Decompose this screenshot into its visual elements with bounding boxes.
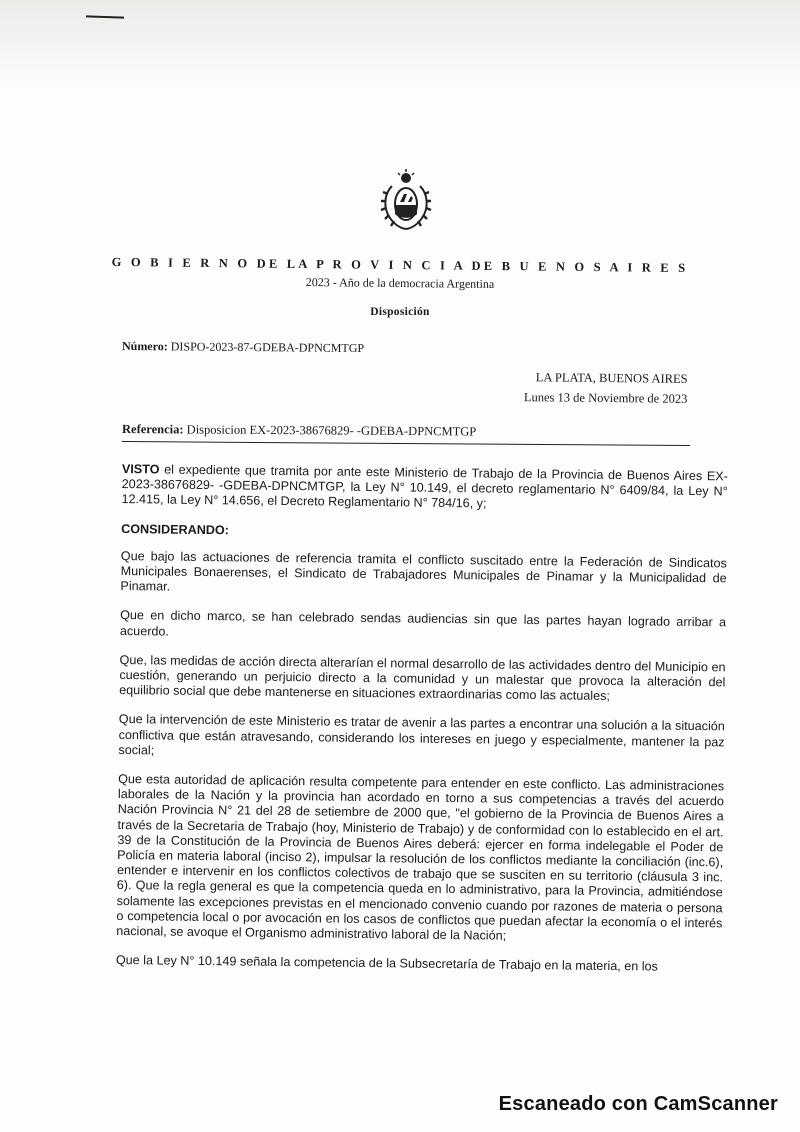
referencia-label: Referencia: — [121, 422, 184, 437]
document-number — [122, 339, 364, 356]
referencia-value: Disposicion EX-2023-38676829- -GDEBA-DPNCMTGP — [186, 422, 477, 439]
paragraph: Que esta autoridad de aplicación resulta competente para entender en este conflicto. Las administraciones laborales de la Nación y la provincia han acordado en torno a sus competencias a través del acuerdo Nación Provincia N° 21 del 28 de setiembre de 2000 que, "el gobierno de la Provincia de Buenos Aires a través de la Secretaria de Trabajo (hoy, Ministerio de Trabajo) y de conformidad con lo establecido en el art. 39 de la Constitución de la Provincia de Buenos Aires deberá: ejercer en forma indelegable el Poder de Policía en materia laboral (inciso 2), impulsar la resolución de los conflictos mediante la conciliación (inc.6), entender e intervenir en los conflictos colectivos de trabajo que se susciten en su territorio (cláusula 3 inc. 6). Que la regla general es que la competencia queda en lo administrativo, para la Provincia, admitiéndose solamente las excepciones previstas en el mencionado convenio cuando por razones de materia o persona o competencia local o por avocación en los casos de conflictos que puedan afectar la economía o el interés nacional, se avoque el Organismo administrativo laboral de la Nación; — [116, 772, 725, 943]
paragraph: Que bajo las actuaciones de referencia tramita el conflicto suscitado entre la Federación de Sindicatos Municipales Bonaerenses, el Sindicato de Trabajadores Municipales de Pinamar y la Municipalidad de Pinamar. — [120, 548, 727, 594]
paragraph: Que, las medidas de acción directa alterarían el normal desarrollo de las actividades dentro del Municipio en cuestión, generando un perjuicio directo a la comunidad y un malestar que provoca la alteración del equilibrio social que debe mantenerse en situaciones extraordinarias como las actuales; — [119, 652, 726, 704]
place: LA PLATA, BUENOS AIRES — [536, 370, 689, 386]
scan-shadow — [0, 0, 800, 90]
reference-line — [122, 422, 690, 446]
numero-value: DISPO-2023-87-GDEBA-DPNCMTGP — [170, 339, 365, 356]
year-motto: 2023 - Año de la democracia Argentina — [305, 275, 495, 291]
paragraph: Que la intervención de este Ministerio es tratar de avenir a las partes a encontrar una solución a la situación conflictiva que están atravesando, considerando los intereses en juego y especialmente, mantener la paz social; — [118, 712, 725, 758]
document-body — [116, 462, 728, 990]
place-date-block — [524, 367, 688, 409]
date: Lunes 13 de Noviembre de 2023 — [524, 390, 688, 406]
numero-label: Número: — [121, 338, 168, 354]
coat-of-arms-icon — [378, 168, 434, 234]
paragraph: Que en dicho marco, se han celebrado sendas audiencias sin que las partes hayan logrado arribar a acuerdo. — [119, 608, 727, 639]
document-type: Disposición — [370, 306, 430, 318]
considerando-heading: CONSIDERANDO: — [121, 521, 230, 537]
visto-label: VISTO — [121, 462, 160, 477]
government-title: G O B I E R N O DE LA P R O V I N C I A DE B U E N O S A I R E S — [111, 254, 689, 276]
camscanner-watermark: Escaneado con CamScanner — [498, 1093, 778, 1115]
paragraph: Que la Ley N° 10.149 señala la competencia de la Subsecretaría de Trabajo en la materia, en los — [115, 953, 658, 974]
visto-text: el expediente que tramita por ante este Ministerio de Trabajo de la Provincia de Buenos Aires EX-2023-38676829- -GDEBA-DPNCMTGP, la Ley N° 10.149, el decreto reglamentario N° 6409/84, la Ley N° 12.415, la Ley N° 14.656, el Decreto Reglamentario N° 784/16, y; — [121, 462, 728, 511]
visto-paragraph — [121, 462, 728, 515]
